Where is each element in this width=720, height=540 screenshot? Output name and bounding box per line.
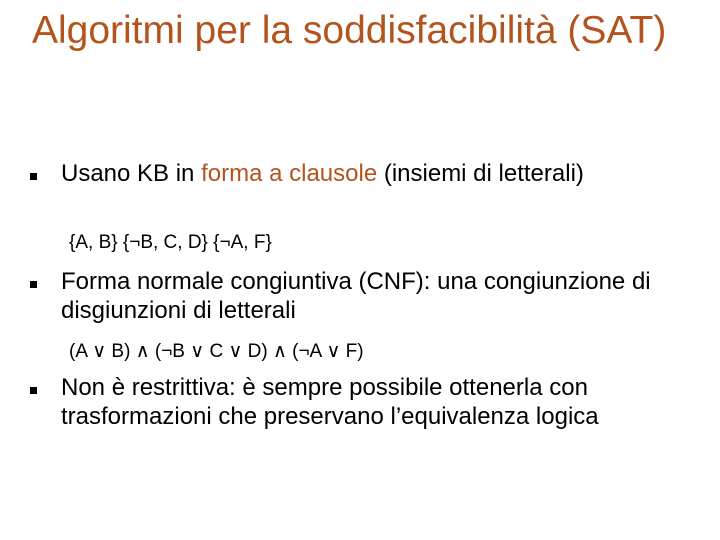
slide-title: Algoritmi per la soddisfacibilità (SAT) bbox=[32, 9, 667, 52]
cnf-example: (A ∨ B) ∧ (¬B ∨ C ∨ D) ∧ (¬A ∨ F) bbox=[69, 341, 364, 362]
bullet-text bbox=[61, 160, 680, 189]
bullet-item bbox=[30, 374, 680, 432]
bullet-text: Non è restrittiva: è sempre possibile ottenerla con trasformazioni che preservano l’equivalenza logica bbox=[61, 374, 599, 430]
bullet-marker bbox=[30, 281, 37, 288]
highlight-term: forma a clausole bbox=[201, 160, 378, 187]
bullet-marker bbox=[30, 387, 37, 394]
clause-example: {A, B} {¬B, C, D} {¬A, F} bbox=[69, 232, 272, 253]
bullet-text-after: (insiemi di letterali) bbox=[377, 160, 584, 187]
bullet-item bbox=[30, 268, 680, 326]
bullet-item bbox=[30, 160, 680, 189]
bullet-text: Forma normale congiuntiva (CNF): una congiunzione di disgiunzioni di letterali bbox=[61, 268, 651, 324]
bullet-text-before: Usano KB in bbox=[61, 160, 202, 187]
bullet-marker bbox=[30, 173, 37, 180]
